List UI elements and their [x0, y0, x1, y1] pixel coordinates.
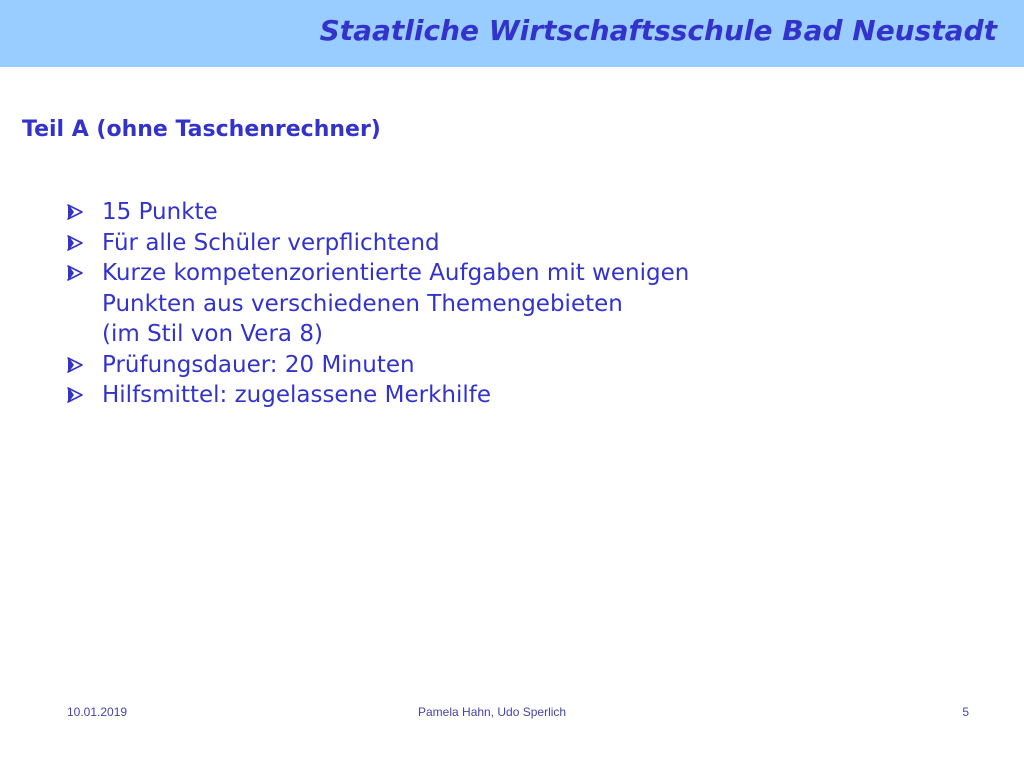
bullet-text-line-3: (im Stil von Vera 8): [102, 321, 323, 347]
footer-authors: Pamela Hahn, Udo Sperlich: [418, 705, 567, 719]
page-number: 5: [962, 705, 969, 719]
bullet-text-line-2: Punkten aus verschiedenen Themengebieten: [102, 290, 623, 317]
arrowhead-bullet-icon: [66, 356, 84, 374]
footer-date: 10.01.2019: [67, 705, 128, 719]
bullet-text: Hilfsmittel: zugelassene Merkhilfe: [102, 382, 492, 408]
section-heading: Teil A (ohne Taschenrechner): [22, 117, 381, 142]
arrowhead-bullet-icon: [66, 386, 84, 404]
bullet-list: [66, 197, 966, 411]
bullet-item-tasks: [66, 258, 966, 350]
bullet-text: Prüfungsdauer: 20 Minuten: [102, 351, 415, 378]
arrowhead-bullet-icon: [66, 234, 84, 252]
bullet-item-duration: [66, 350, 966, 381]
bullet-text: Für alle Schüler verpflichtend: [102, 229, 440, 256]
bullet-item-points: [66, 197, 966, 228]
bullet-text-line-1: Kurze kompetenzorientierte Aufgaben mit wenigen: [102, 260, 690, 286]
arrowhead-bullet-icon: [66, 203, 84, 221]
school-title: Staatliche Wirtschaftsschule Bad Neustadt: [319, 14, 997, 47]
bullet-text: 15 Punkte: [102, 199, 218, 225]
bullet-item-aids: [66, 380, 966, 411]
bullet-item-mandatory: [66, 228, 966, 259]
arrowhead-bullet-icon: [66, 264, 84, 282]
